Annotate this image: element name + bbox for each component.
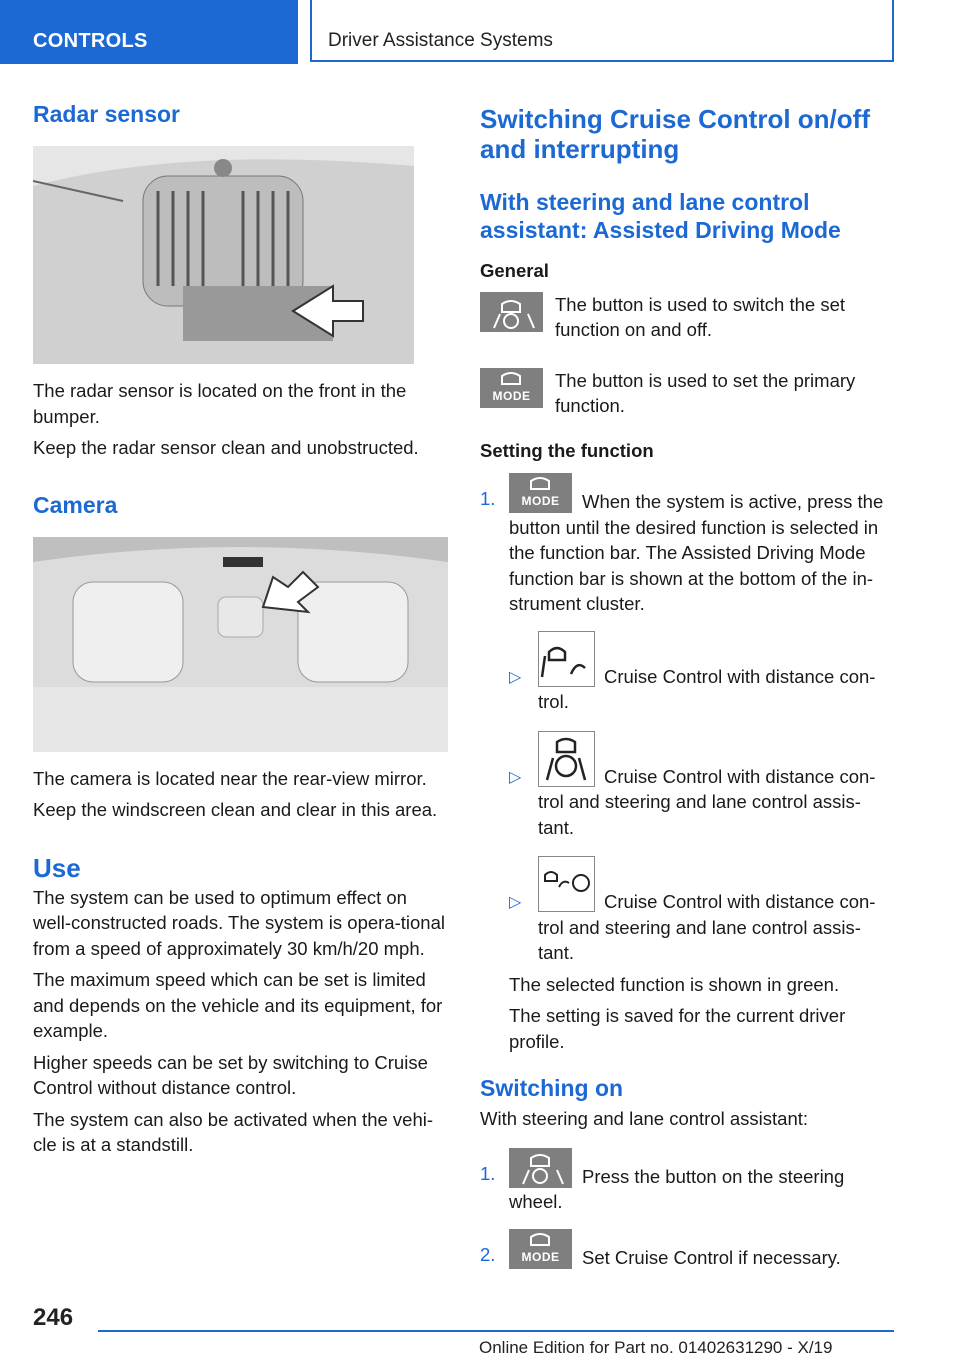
footer-divider [98, 1330, 894, 1332]
camera-text-2: Keep the windscreen clean and clear in this area. [33, 799, 438, 820]
switching-on-heading: Switching on [480, 1075, 624, 1101]
switch-on-step-2 [480, 1229, 900, 1271]
mode-button-icon [480, 368, 543, 408]
setting-label: Setting the function [480, 439, 654, 461]
camera-text-1: The camera is located near the rear-view mirror. [33, 767, 427, 789]
option-2 [480, 731, 900, 841]
assist-button-icon [480, 292, 543, 332]
lane-assist-icon [538, 731, 595, 787]
header-chapter: Driver Assistance Systems [328, 30, 553, 51]
switching-on-intro: With steering and lane control assistant: [480, 1108, 809, 1129]
son-2-text: Set Cruise Control if necessary. [582, 1246, 841, 1268]
car-front-illustration [33, 146, 414, 364]
use-heading: Use [33, 852, 81, 883]
saved-note: The setting is saved for the current driver profile. [509, 1005, 846, 1052]
button-row-2 [480, 368, 900, 430]
switch-on-step-1 [480, 1148, 900, 1215]
bullet-icon: ▷ [509, 668, 522, 686]
header-chapter-box [310, 0, 894, 62]
option-2-text: Cruise Control with distance con-trol and steering and lane control assis-tant. [538, 765, 876, 838]
option-1-text: Cruise Control with distance con-trol. [538, 665, 876, 712]
button-row-1 [480, 292, 900, 362]
assist-button-icon-step [509, 1148, 572, 1188]
car-interior-illustration [33, 537, 448, 752]
radar-text-1: The radar sensor is located on the front in the bumper. [33, 380, 407, 427]
assisted-heading: With steering and lane control assistant: Assisted Driving Mode [480, 189, 841, 243]
mode-button-icon-step [509, 473, 572, 513]
page-number: 246 [33, 1304, 74, 1331]
camera-image [33, 537, 448, 752]
use-text-2: The maximum speed which can be set is limited and depends on the vehicle and its equipment, for example. [33, 969, 443, 1041]
camera-heading: Camera [33, 491, 118, 518]
son-1-number: 1. [480, 1162, 496, 1184]
button-1-description: The button is used to switch the set function on and off. [555, 293, 845, 340]
option-3 [480, 856, 900, 966]
button-2-description: The button is used to set the primary function. [555, 369, 856, 416]
selected-note: The selected function is shown in green. [509, 973, 840, 995]
use-text-3: Higher speeds can be set by switching to Cruise Control without distance control. [33, 1051, 428, 1098]
option-1 [480, 631, 900, 715]
son-2-number: 2. [480, 1243, 496, 1265]
header-section: CONTROLS [33, 30, 148, 52]
combined-assist-icon [538, 856, 595, 912]
mode-label-son: MODE [521, 1249, 560, 1264]
option-3-text: Cruise Control with distance con-trol and steering and lane control assis-tant. [538, 891, 876, 963]
radar-heading: Radar sensor [33, 101, 181, 127]
cruise-heading: Switching Cruise Control on/off and interrupting [480, 104, 870, 164]
setting-step-1 [480, 473, 900, 617]
radar-sensor-image [33, 146, 414, 364]
mode-button-icon-son [509, 1229, 572, 1269]
bullet-icon: ▷ [509, 768, 522, 786]
step-1-number: 1. [480, 488, 496, 509]
left-column [33, 100, 448, 1158]
mode-label-step: MODE [521, 494, 560, 508]
use-text-1: The system can be used to optimum effect on well-constructed roads. The system is opera-tional from a speed of approximately 30 km/h/20 mph. [33, 886, 445, 959]
mode-label: MODE [492, 388, 531, 403]
distance-control-icon [538, 631, 595, 687]
footer-edition: Online Edition for Part no. 01402631290 - X/19 [479, 1338, 833, 1357]
header-section-tab [0, 0, 298, 64]
bullet-icon: ▷ [509, 894, 522, 911]
son-1-text: Press the button on the steering wheel. [509, 1165, 845, 1212]
radar-text-2: Keep the radar sensor clean and unobstructed. [33, 437, 419, 458]
general-label: General [480, 260, 549, 281]
step-1-text: When the system is active, press the button until the desired function is selected in the function bar. The Assisted Driving Mode function bar is shown at the bottom of the in-strument cluster. [509, 491, 884, 614]
use-text-4: The system can also be activated when the vehi-cle is at a standstill. [33, 1108, 434, 1155]
right-column [480, 104, 900, 1270]
